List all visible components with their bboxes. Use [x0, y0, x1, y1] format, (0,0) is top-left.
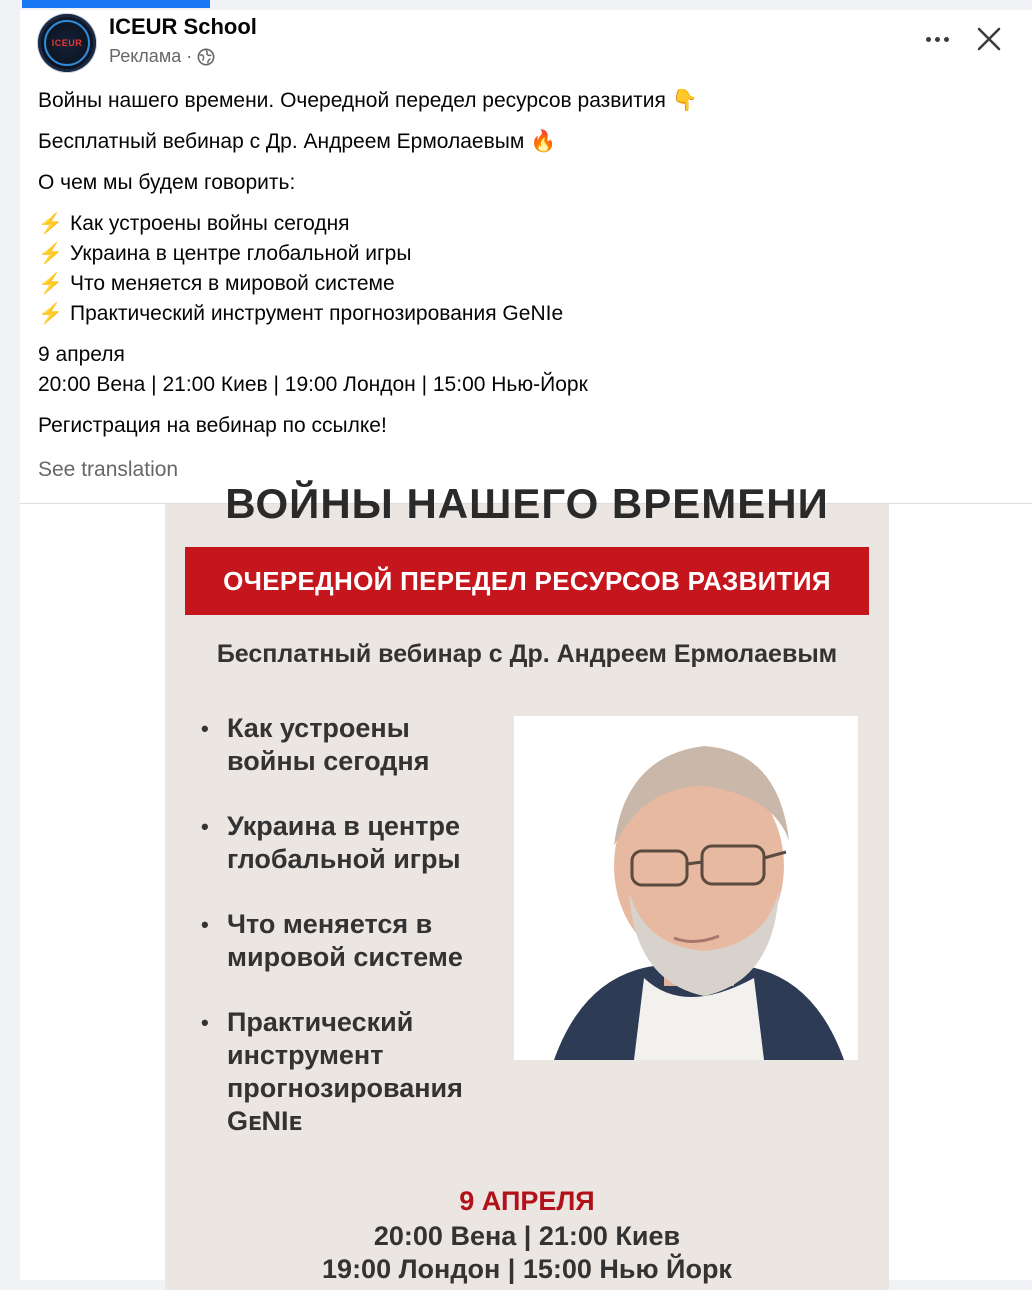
poster-times-line: 20:00 Вена | 21:00 Киев — [373, 1221, 681, 1251]
poster-banner-text: ОЧЕРЕДНОЙ ПЕРЕДЕЛ РЕСУРСОВ РАЗВИТИЯ — [223, 565, 831, 596]
see-translation-link[interactable]: See translation — [38, 458, 179, 481]
avatar-logo-ring — [44, 20, 90, 66]
sponsored-meta — [109, 46, 215, 67]
post-date: 9 апреля — [38, 343, 125, 366]
speaker-portrait-icon — [514, 716, 858, 1060]
lightning-icon: ⚡ — [38, 243, 63, 265]
poster-times-line: 19:00 Лондон | 15:00 Нью Йорк — [322, 1254, 732, 1284]
topic-item: ⚡ Как устроены войны сегодня — [38, 209, 1012, 239]
more-options-icon[interactable] — [922, 24, 952, 54]
lightning-icon: ⚡ — [38, 303, 63, 325]
poster-title: ВОЙНЫ НАШЕГО ВРЕМЕНИ — [225, 480, 829, 527]
poster-banner — [185, 547, 869, 615]
post-header — [20, 10, 1032, 84]
page-avatar[interactable] — [38, 14, 96, 72]
post-times: 20:00 Вена | 21:00 Киев | 19:00 Лондон | 15:00 Нью-Йорк — [38, 373, 588, 396]
tab-indicator — [22, 0, 210, 8]
post-registration-line: Регистрация на вебинар по ссылке! — [38, 414, 387, 437]
globe-icon[interactable] — [197, 48, 215, 66]
sponsored-label: Реклама · — [109, 46, 193, 66]
avatar-logo-text: ICEUR — [51, 38, 83, 48]
post-webinar-line: Бесплатный вебинар с Др. Андреем Ермолаевым 🔥 — [38, 130, 557, 153]
topic-item: ⚡ Что меняется в мировой системе — [38, 269, 1012, 299]
poster-topics-list — [201, 712, 511, 1170]
poster-topic-item: • Что меняется в мировой системе — [201, 908, 511, 974]
ad-poster-image[interactable] — [165, 480, 889, 1290]
topic-item: ⚡ Практический инструмент прогнозирования GeNIe — [38, 299, 1012, 329]
poster-subtitle: Бесплатный вебинар с Др. Андреем Ермолаевым — [216, 640, 838, 668]
post-text — [38, 86, 1012, 452]
poster-times — [165, 1220, 889, 1286]
poster-date: 9 АПРЕЛЯ — [459, 1186, 595, 1216]
poster-topic-item: • Как устроены войны сегодня — [201, 712, 511, 778]
topic-item: ⚡ Украина в центре глобальной игры — [38, 239, 1012, 269]
lightning-icon: ⚡ — [38, 213, 63, 235]
post-topics-intro: О чем мы будем говорить: — [38, 171, 296, 194]
close-icon[interactable] — [974, 24, 1004, 54]
speaker-photo — [514, 716, 858, 1060]
lightning-icon: ⚡ — [38, 273, 63, 295]
poster-topic-item: • Украина в центре глобальной игры — [201, 810, 511, 876]
page-name-link[interactable]: ICEUR School — [109, 14, 257, 39]
post-topics-list — [38, 209, 1012, 329]
post-title-line: Войны нашего времени. Очередной передел ресурсов развития 👇 — [38, 89, 698, 112]
ad-post-card — [20, 10, 1032, 1284]
post-schedule — [38, 340, 1012, 400]
poster-topic-item: • Практический инструмент прогнозирования GᴇNIᴇ — [201, 1006, 511, 1138]
